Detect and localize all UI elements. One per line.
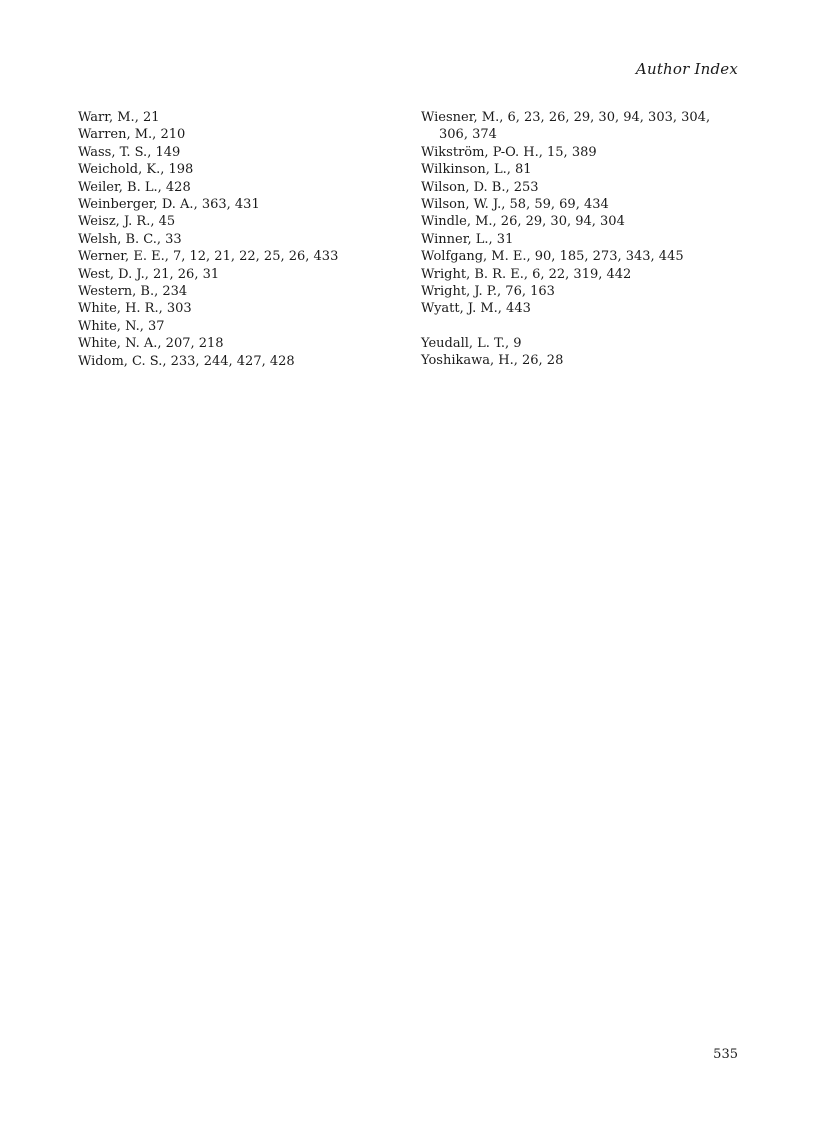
index-entry: Winner, L., 31 [421, 231, 514, 247]
index-column-right [421, 109, 741, 370]
index-entry: Wilson, D. B., 253 [421, 179, 539, 195]
index-entry: Wiesner, M., 6, 23, 26, 29, 30, 94, 303, 304, 306, 374 [421, 110, 711, 143]
index-entry: White, N., 37 [78, 318, 165, 334]
index-entry: White, H. R., 303 [78, 301, 192, 317]
index-entry: Weisz, J. R., 45 [78, 214, 176, 230]
index-entry: Wass, T. S., 149 [78, 144, 181, 160]
page-number: 535 [713, 1047, 738, 1062]
index-entry: Werner, E. E., 7, 12, 21, 22, 25, 26, 433 [78, 249, 339, 265]
index-entry: Wyatt, J. M., 443 [421, 301, 531, 317]
index-entry: Wolfgang, M. E., 90, 185, 273, 343, 445 [421, 249, 684, 265]
index-entry: Warr, M., 21 [78, 110, 160, 125]
index-entry: West, D. J., 21, 26, 31 [78, 266, 220, 282]
index-entry: Welsh, B. C., 33 [78, 231, 182, 247]
index-entry: Western, B., 234 [78, 284, 188, 300]
index-entry: Wikström, P-O. H., 15, 389 [421, 144, 597, 160]
index-entry: Yeudall, L. T., 9 [421, 335, 522, 351]
index-entry: Wright, J. P., 76, 163 [421, 284, 555, 300]
index-entry: Windle, M., 26, 29, 30, 94, 304 [421, 214, 625, 230]
index-entry: Wright, B. R. E., 6, 22, 319, 442 [421, 266, 632, 282]
index-entry: Yoshikawa, H., 26, 28 [421, 353, 564, 369]
index-entry: Wilson, W. J., 58, 59, 69, 434 [421, 197, 609, 213]
index-entry: White, N. A., 207, 218 [78, 336, 224, 352]
index-entry: Widom, C. S., 233, 244, 427, 428 [78, 353, 295, 369]
index-entry: Weiler, B. L., 428 [78, 179, 191, 195]
index-column-left [78, 109, 398, 370]
running-head: Author Index [635, 60, 738, 78]
index-entry: Weichold, K., 198 [78, 162, 194, 178]
letter-group-gap [421, 318, 741, 335]
index-entry: Weinberger, D. A., 363, 431 [78, 197, 260, 213]
index-entry: Warren, M., 210 [78, 127, 186, 143]
index-entry: Wilkinson, L., 81 [421, 162, 532, 178]
